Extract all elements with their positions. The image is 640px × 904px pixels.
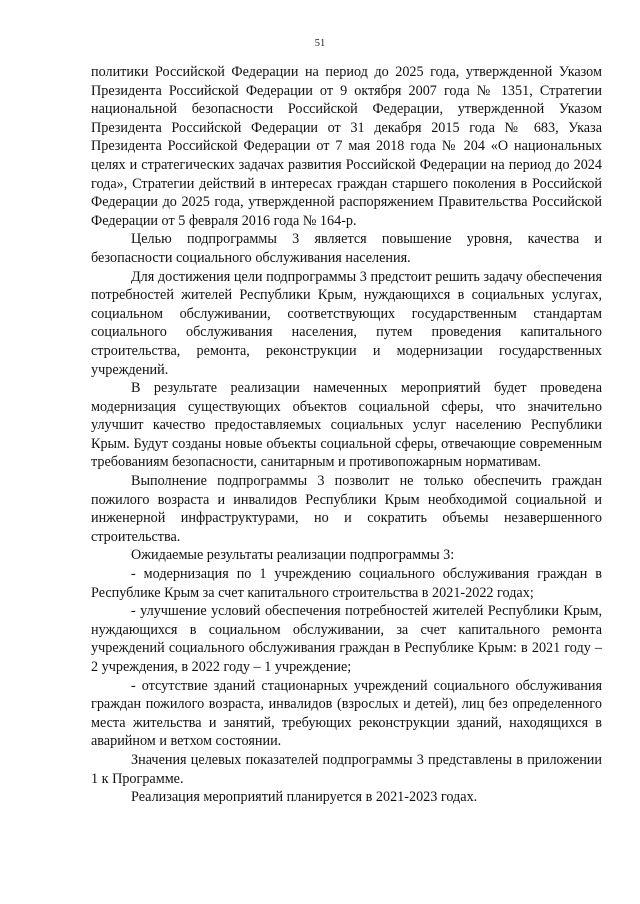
body-text — [91, 63, 602, 807]
page-number: 51 — [314, 38, 326, 49]
paragraph-continuation: политики Российской Федерации на период до 2025 года, утвержденной Указом Президента Российской Федерации от 9 октября 2007 года № 1351, Стратегии национальной безопасности Российской Федерации, утвержденной Указом Президента Российской Федерации от 31 декабря 2015 года № 683, Указа Президента Российской Федерации от 7 мая 2018 года № 204 «О национальных целях и стратегических задачах развития Российской Федерации на период до 2024 года», Стратегии действий в интересах граждан старшего поколения в Российской Федерации до 2025 года, утвержденной распоряжением Правительства Российской Федерации от 5 февраля 2016 года № 164-р. — [91, 64, 602, 229]
paragraph-implementation: Выполнение подпрограммы 3 позволит не только обеспечить граждан пожилого возраста и инвалидов Республики Крым необходимой социальной и инженерной инфраструктурами, но и сократить объемы незавершенного строительства. — [91, 473, 602, 545]
list-item-improvement: - улучшение условий обеспечения потребностей жителей Республики Крым, нуждающихся в социальном обслуживании, за счет капитального ремонта учреждений социального обслуживания граждан в Республике Крым: в 2021 году – 2 учреждения, в 2022 году – 1 учреждение; — [91, 603, 602, 675]
paragraph-task: Для достижения цели подпрограммы 3 предстоит решить задачу обеспечения потребностей жителей Республики Крым, нуждающихся в социальных услугах, социальном обслуживании, соответствующих государственным стандартам социального обслуживания населения, путем проведения капитального строительства, ремонта, реконструкции и модернизации государственных учреждений. — [91, 268, 602, 378]
list-item-modernization: - модернизация по 1 учреждению социального обслуживания граждан в Республике Крым за счет капитального строительства в 2021-2022 годах; — [91, 566, 602, 601]
paragraph-expected-heading: Ожидаемые результаты реализации подпрограммы 3: — [131, 547, 455, 564]
paragraph-indicators: Значения целевых показателей подпрограммы 3 представлены в приложении 1 к Программе. — [91, 751, 602, 787]
list-item-absence: - отсутствие зданий стационарных учреждений социального обслуживания граждан пожилого возраста, инвалидов (взрослых и детей), лиц без определенного места жительства и занятий, требующих реконструкции зданий, находящихся в аварийном и ветхом состоянии. — [91, 677, 602, 750]
paragraph-timeline: Реализация мероприятий планируется в 2021-2023 годах. — [131, 789, 478, 806]
paragraph-goal: Целью подпрограммы 3 является повышение уровня, качества и безопасности социального обслуживания населения. — [91, 231, 602, 266]
paragraph-results: В результате реализации намеченных мероприятий будет проведена модернизация существующих объектов социальной сферы, что значительно улучшит качество предоставляемых социальных услуг населению Республики Крым. Будут созданы новые объекты социальной сферы, отвечающие современным требованиям безопасности, санитарным и противопожарным нормативам. — [91, 380, 602, 471]
